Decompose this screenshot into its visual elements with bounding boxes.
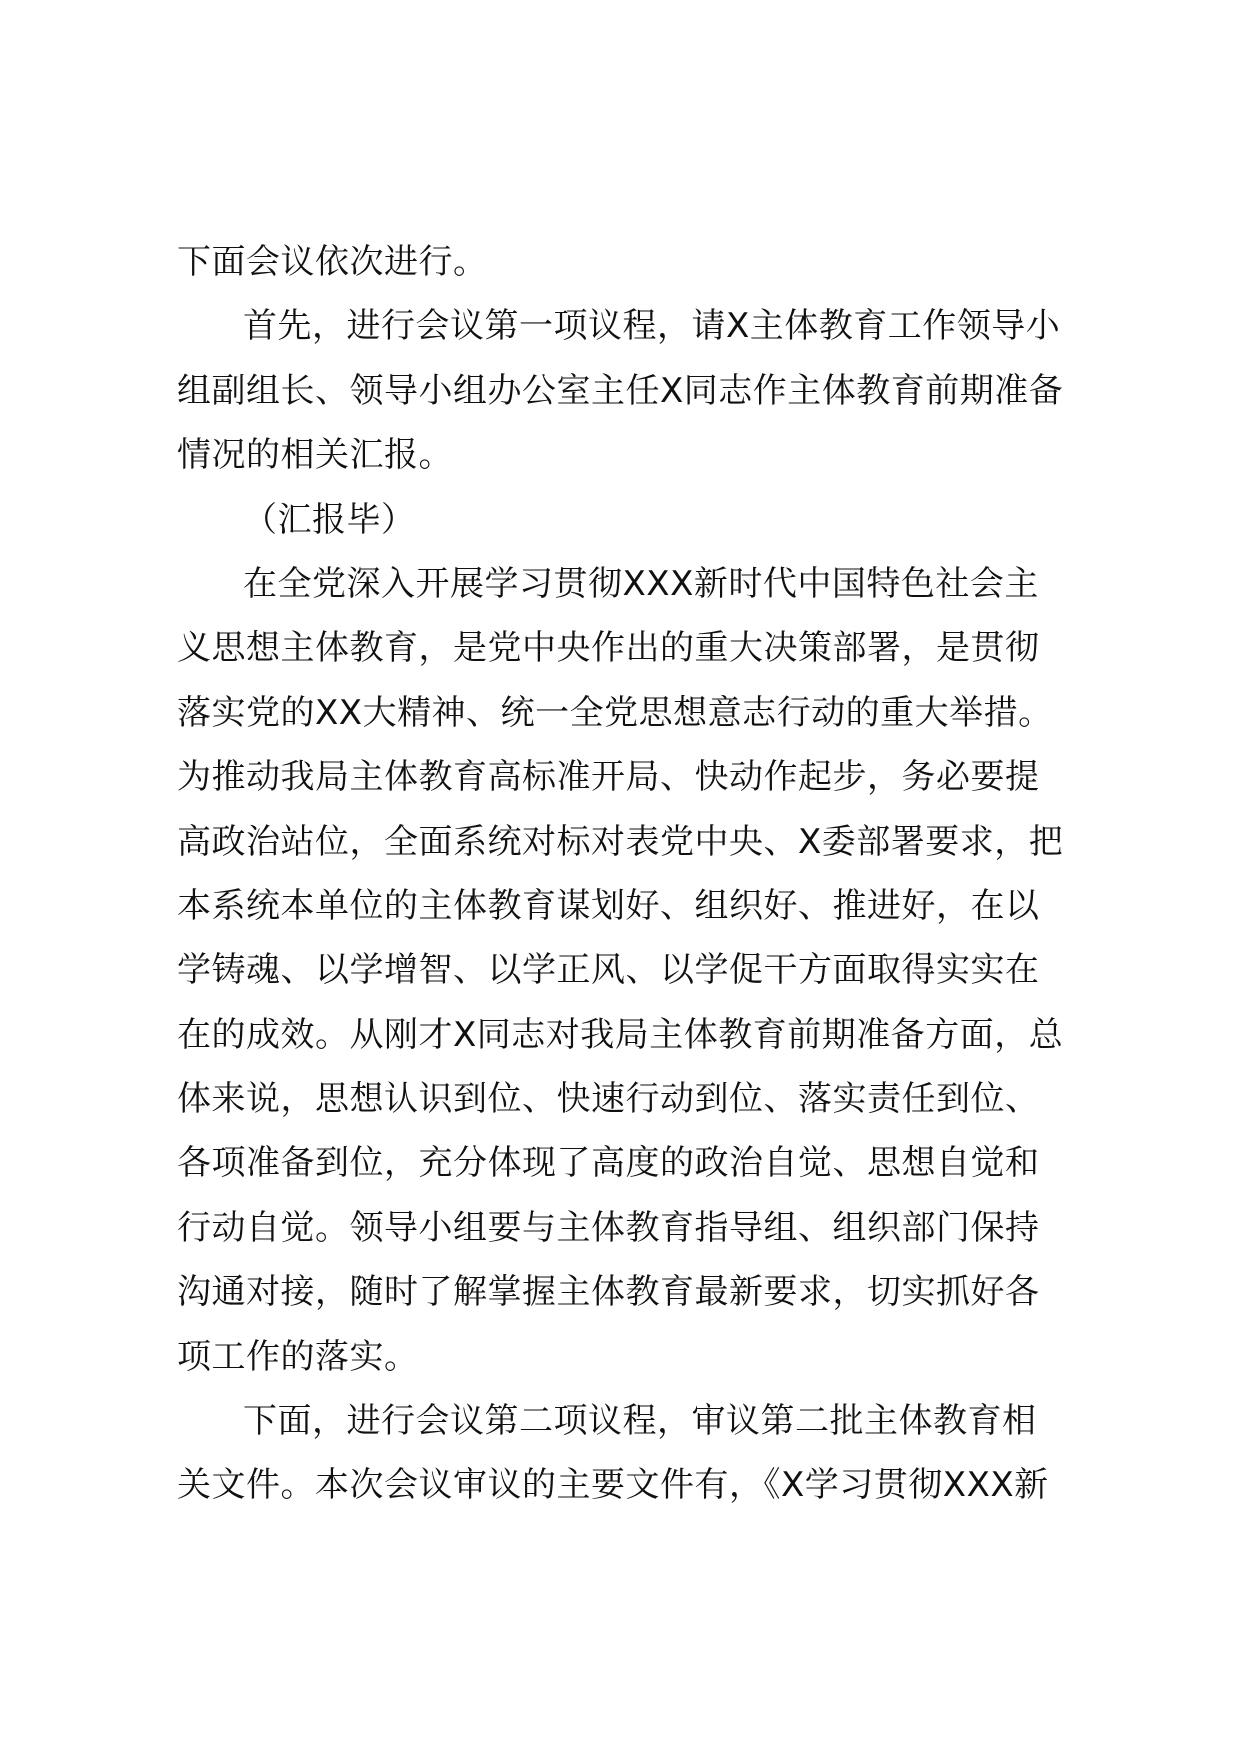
text-line: 学铸魂、以学增智、以学正风、以学促干方面取得实实在 [177,950,1040,991]
text-line: 各项准备到位，充分体现了高度的政治自觉、思想自觉和 [177,1143,1040,1184]
document-body [177,230,1117,1518]
text-line: 在全党深入开展学习贯彻XXX新时代中国特色社会主 [243,563,1039,604]
text-line: 组副组长、领导小组办公室主任X同志作主体教育前期准备 [177,370,1064,411]
text-line: 落实党的XX大精神、统一全党思想意志行动的重大举措。 [177,692,1053,733]
text-line: 首先，进行会议第一项议程，请X主体教育工作领导小 [243,306,1061,347]
text-line: 项工作的落实。 [177,1336,419,1377]
text-line: 关文件。本次会议审议的主要文件有，《X学习贯彻XXX新 [177,1465,1049,1506]
text-line: 在的成效。从刚才X同志对我局主体教育前期准备方面，总 [177,1014,1064,1055]
text-line: 为推动我局主体教育高标准开局、快动作起步，务必要提 [177,757,1040,798]
text-line: 下面，进行会议第二项议程，审议第二批主体教育相 [243,1401,1037,1442]
text-line: 行动自觉。领导小组要与主体教育指导组、组织部门保持 [177,1207,1040,1248]
text-line: 义思想主体教育，是党中央作出的重大决策部署，是贯彻 [177,628,1040,669]
text-line: （汇报毕） [243,499,416,540]
text-line: 体来说，思想认识到位、快速行动到位、落实责任到位、 [177,1079,1040,1120]
text-line: 情况的相关汇报。 [177,435,453,476]
text-line: 高政治站位，全面系统对标对表党中央、X委部署要求，把 [177,821,1064,862]
text-line: 沟通对接，随时了解掌握主体教育最新要求，切实抓好各 [177,1272,1040,1313]
text-line: 下面会议依次进行。 [177,242,488,282]
text-line: 本系统本单位的主体教育谋划好、组织好、推进好，在以 [177,885,1040,926]
